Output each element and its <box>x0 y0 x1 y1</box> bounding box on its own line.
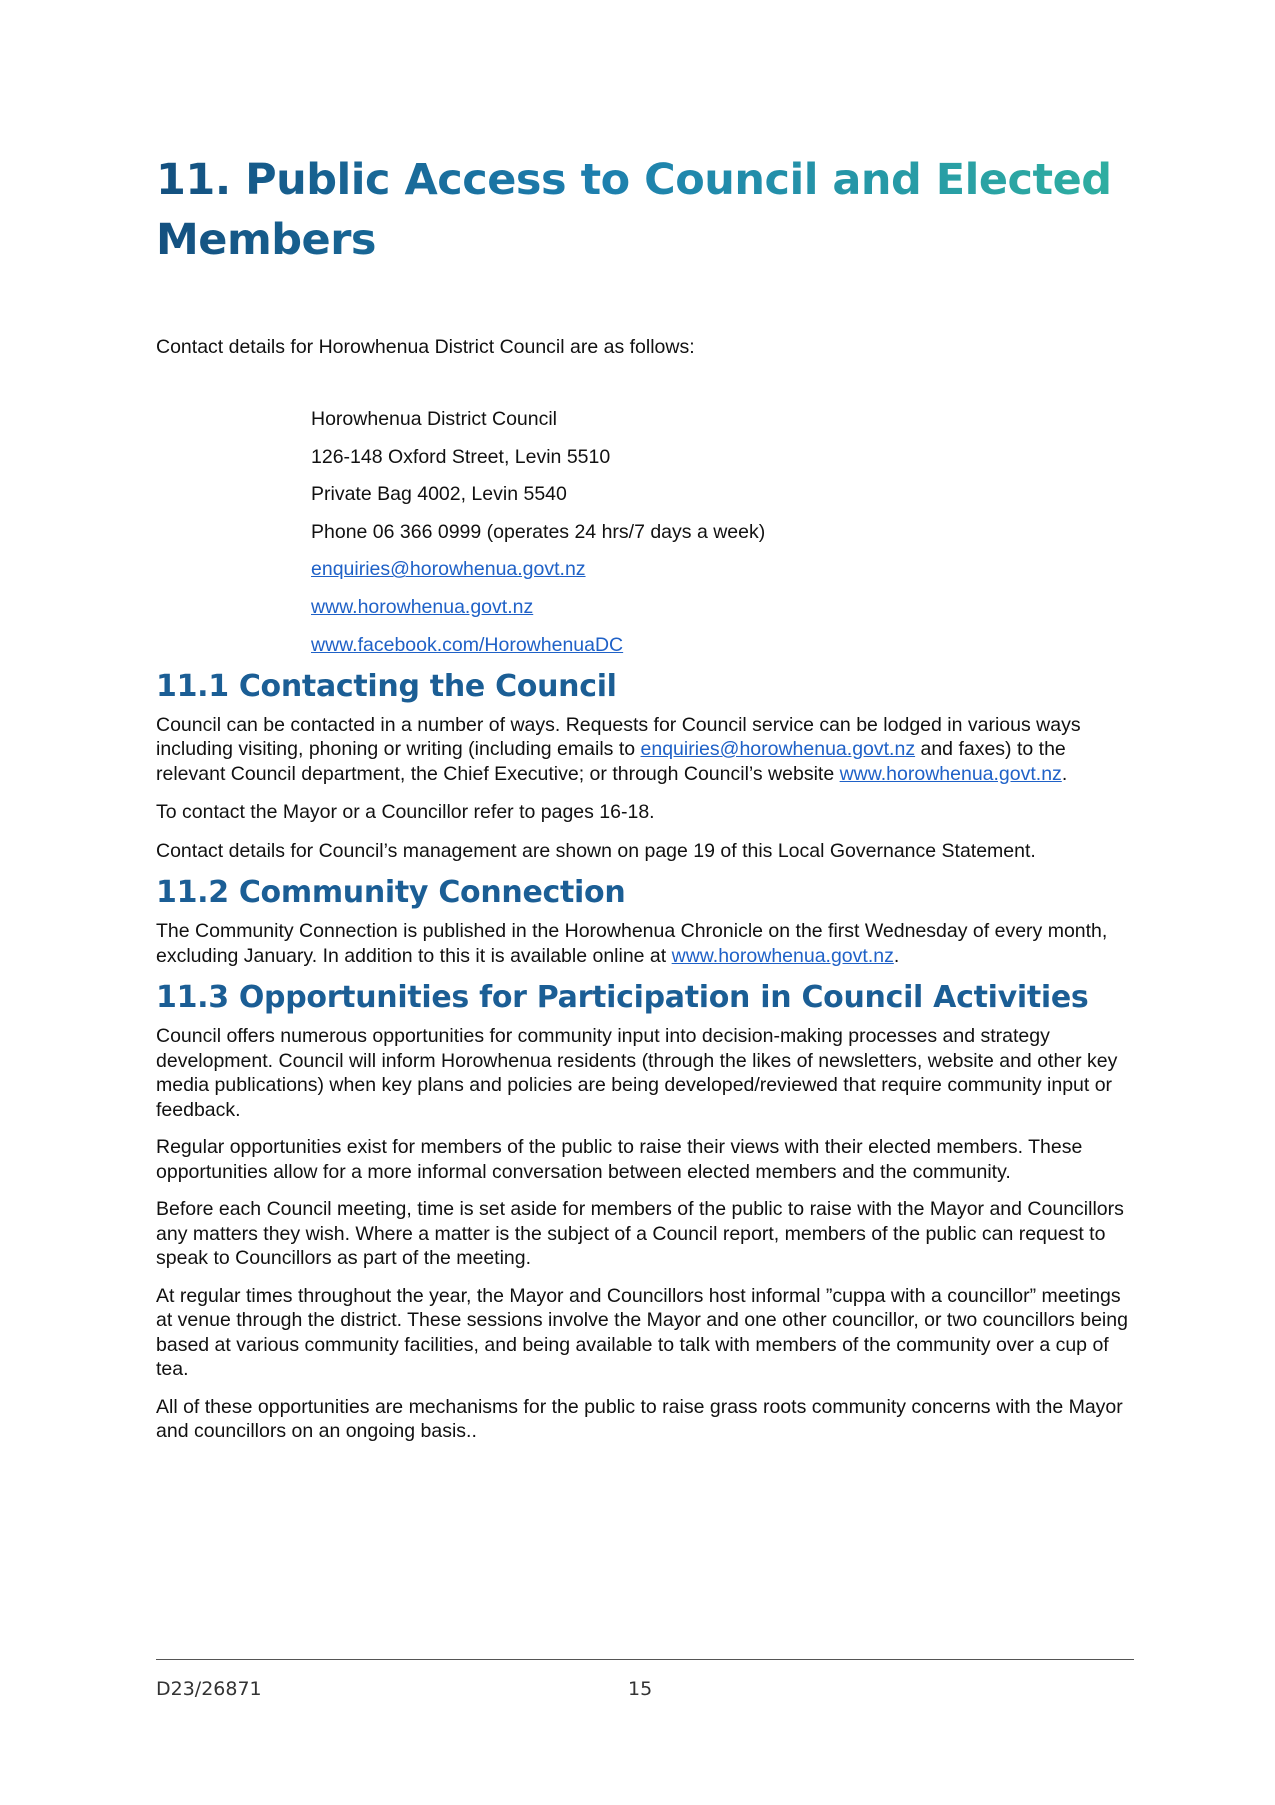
contacting-email-link[interactable]: enquiries@horowhenua.govt.nz <box>640 738 916 761</box>
section-title: Opportunities for Participation in Council Activities <box>238 980 1089 1016</box>
community-connection-text-end: . <box>893 944 900 967</box>
contacting-paragraph-1 <box>156 713 1136 787</box>
page-title: 11. Public Access to Council and Elected Members <box>156 150 1136 270</box>
contacting-text-c: . <box>1061 762 1068 785</box>
section-number: 11.1 <box>156 668 229 704</box>
community-connection-website-link[interactable]: www.horowhenua.govt.nz <box>671 944 894 967</box>
contacting-paragraph-2: To contact the Mayor or a Councillor refer to pages 16-18. <box>156 801 655 824</box>
section-heading-community-connection <box>156 873 1136 913</box>
address-postal: Private Bag 4002, Levin 5540 <box>311 483 567 506</box>
participation-paragraph-1: Council offers numerous opportunities for community input into decision-making processes and strategy development. Council will inform Horowhenua residents (through the likes of newsletters, website and other key media publications) when key plans and policies are being developed/reviewed that require community input or feedback. <box>156 1025 1118 1121</box>
community-connection-text: The Community Connection is published in the Horowhenua Chronicle on the first Wednesday of every month, excluding January. In addition to this it is available online at <box>156 920 1108 967</box>
section-heading-participation <box>156 978 1136 1018</box>
contacting-paragraph-3: Contact details for Council’s management are shown on page 19 of this Local Governance Statement. <box>156 839 1036 862</box>
address-council-name: Horowhenua District Council <box>311 408 558 430</box>
section-heading-contacting <box>156 667 1136 707</box>
footer-document-reference: D23/26871 <box>156 1678 262 1700</box>
community-connection-paragraph <box>156 919 1136 968</box>
section-number: 11.2 <box>156 875 229 911</box>
email-link[interactable]: enquiries@horowhenua.govt.nz <box>311 558 586 581</box>
contacting-website-link[interactable]: www.horowhenua.govt.nz <box>839 762 1062 785</box>
website-link[interactable]: www.horowhenua.govt.nz <box>311 595 534 618</box>
participation-paragraph-2: Regular opportunities exist for members of the public to raise their views with their elected members. These opportunities allow for a more informal conversation between elected members and the community. <box>156 1136 1083 1183</box>
section-title: Contacting the Council <box>238 668 617 704</box>
participation-paragraph-3: Before each Council meeting, time is set aside for members of the public to raise with the Mayor and Councillors any matters they wish. Where a matter is the subject of a Council report, members of the public can request to speak to Councillors as part of the meeting. <box>156 1198 1124 1270</box>
address-phone: Phone 06 366 0999 (operates 24 hrs/7 days a week) <box>311 520 766 543</box>
footer-page-number: 15 <box>628 1678 653 1700</box>
page-content <box>156 150 1136 1444</box>
intro-text: Contact details for Horowhenua District Council are as follows: <box>156 336 695 358</box>
facebook-link[interactable]: www.facebook.com/HorowhenuaDC <box>311 633 624 656</box>
contact-address-block <box>311 407 1136 657</box>
contacting-text-a: Council can be contacted in a number of ways. Requests for Council service can be lodged in various ways including visiting, phoning or writing (including emails to <box>156 713 1081 761</box>
section-title: Community Connection <box>238 875 626 911</box>
address-street: 126-148 Oxford Street, Levin 5510 <box>311 445 611 468</box>
footer-divider <box>156 1659 1134 1660</box>
contacting-text-b: and faxes) to the relevant Council department, the Chief Executive; or through Council’s website <box>156 738 1066 785</box>
participation-paragraph-4: At regular times throughout the year, the Mayor and Councillors host informal ”cuppa with a councillor” meetings at venue through the district. These sessions involve the Mayor and one other councillor, or two councillors being based at various community facilities, and being available to talk with members of the community over a cup of tea. <box>156 1284 1128 1381</box>
section-number: 11.3 <box>156 980 229 1016</box>
participation-paragraph-5: All of these opportunities are mechanisms for the public to raise grass roots community concerns with the Mayor and councillors on an ongoing basis.. <box>156 1395 1123 1443</box>
